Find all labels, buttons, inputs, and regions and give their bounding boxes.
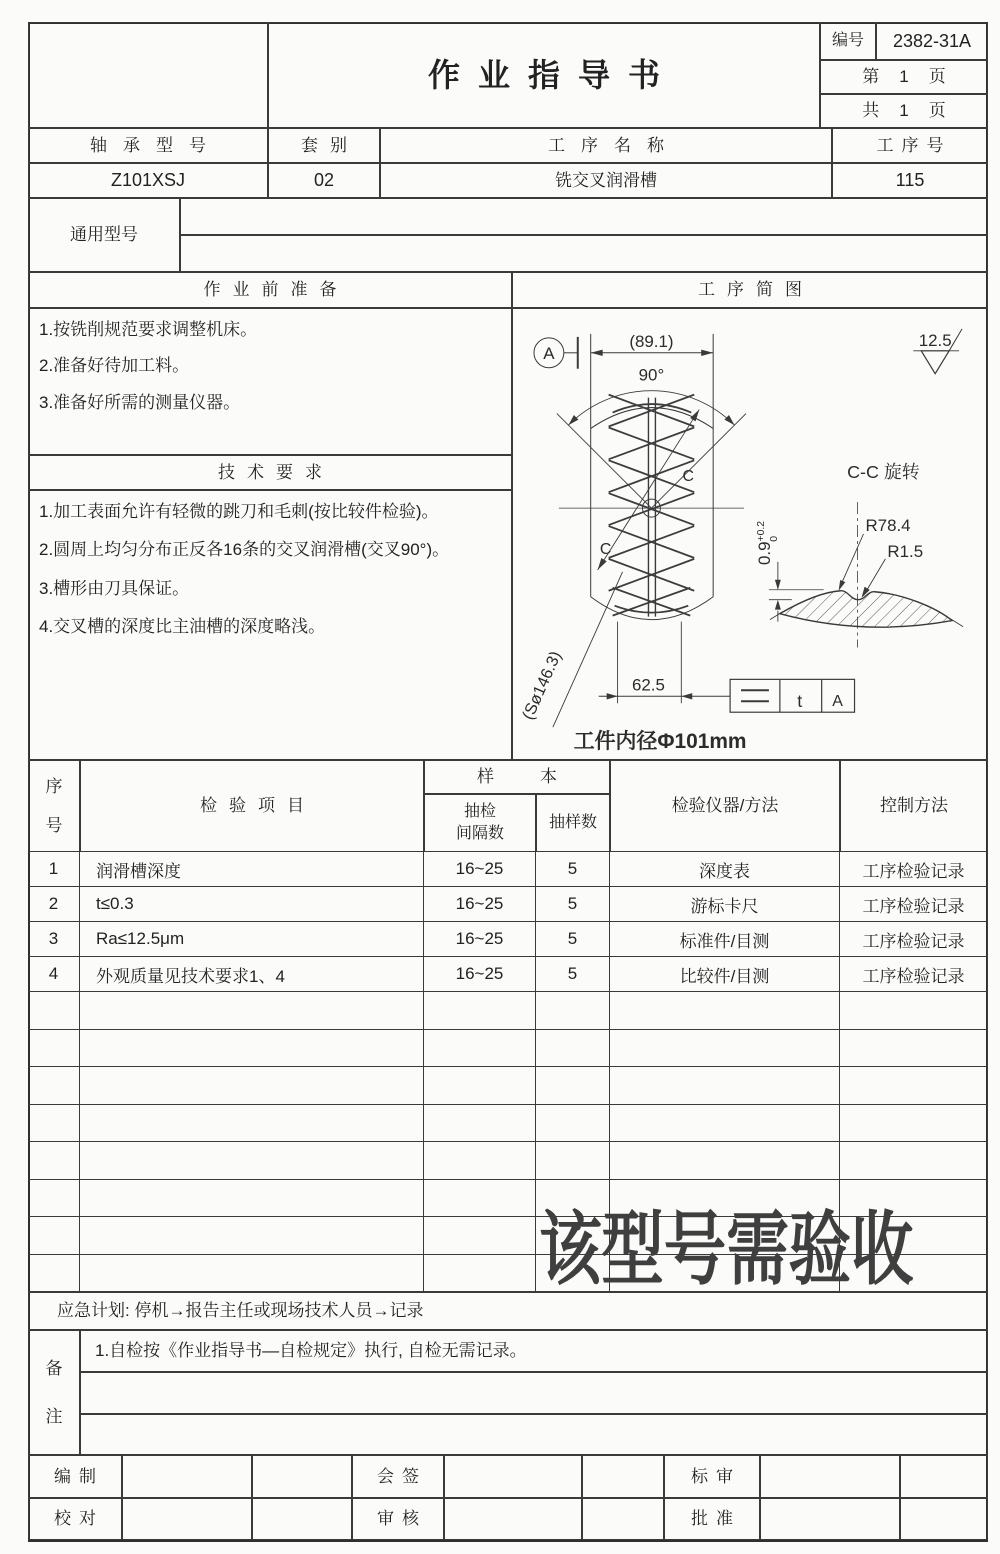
reviewed-by-field (444, 1498, 582, 1540)
table-cell-interval: 16~25 (424, 852, 536, 887)
table-row (28, 887, 988, 922)
total-prefix: 共 (862, 101, 880, 121)
remarks-line-1: 1.自检按《作业指导书—自检规定》执行, 自检无需记录。 (80, 1330, 988, 1372)
prep-item: 3.准备好所需的测量仪器。 (39, 392, 241, 412)
seq-header: 序 号 (28, 760, 80, 852)
table-row (28, 1067, 988, 1105)
approved-date-field (900, 1498, 988, 1540)
total-pages-cell (820, 94, 988, 128)
doc-number-value: 2382-31A (876, 22, 988, 60)
remarks-line-3 (80, 1414, 988, 1455)
section-mark-upper: C (682, 468, 695, 486)
control-header: 控制方法 (840, 760, 988, 852)
page-prefix: 第 (862, 67, 880, 87)
countersign-field (444, 1455, 582, 1498)
tech-section-title: 技术要求 (28, 455, 512, 490)
bore-note: 工件内径Φ101mm (573, 730, 747, 754)
page-unit: 页 (928, 67, 946, 87)
table-cell-qty (536, 992, 610, 1030)
table-cell-control: 工序检验记录 (840, 957, 988, 992)
table-cell-item: 润滑槽深度 (80, 852, 424, 887)
total-unit: 页 (928, 101, 946, 121)
checked-date-field (252, 1498, 352, 1540)
table-cell-item (80, 1142, 424, 1180)
table-cell-no (28, 1142, 80, 1180)
acceptance-stamp: 该型号需验收 (539, 1205, 914, 1294)
checked-by-label: 校对 (28, 1498, 122, 1540)
prep-section-title: 作业前准备 (28, 272, 512, 308)
table-cell-no (28, 1255, 80, 1293)
table-row (28, 1030, 988, 1068)
standard-review-field (760, 1455, 900, 1498)
table-cell-qty: 5 (536, 922, 610, 957)
table-cell-instrument (610, 1105, 840, 1143)
fcf-tolerance: t (797, 691, 803, 712)
table-cell-item (80, 1255, 424, 1293)
table-cell-interval: 16~25 (424, 957, 536, 992)
section-mark-lower: C (599, 540, 612, 558)
sphere-dia-label: (Sø146.3) (519, 648, 566, 723)
table-cell-item: Ra≤12.5μm (80, 922, 424, 957)
table-cell-qty (536, 1067, 610, 1105)
table-cell-control (840, 992, 988, 1030)
standard-review-date-field (900, 1455, 988, 1498)
tech-item: 2.圆周上均匀分布正反各16条的交叉润滑槽(交叉90°)。 (39, 540, 450, 560)
table-row (28, 957, 988, 992)
table-cell-no (28, 1105, 80, 1143)
table-cell-instrument (610, 1142, 840, 1180)
radius-small-label: R1.5 (887, 541, 924, 561)
sample-qty-header: 抽样数 (536, 794, 610, 852)
process-no-label: 工序号 (832, 128, 988, 163)
set-label: 套别 (268, 128, 380, 163)
checked-by-field (122, 1498, 252, 1540)
standard-review-label: 标审 (664, 1455, 760, 1498)
table-cell-interval (424, 1255, 536, 1293)
fcf-datum: A (832, 693, 843, 711)
table-cell-item (80, 1180, 424, 1218)
table-row (28, 922, 988, 957)
table-cell-control: 工序检验记录 (840, 852, 988, 887)
table-cell-instrument (610, 992, 840, 1030)
approved-by-field (760, 1498, 900, 1540)
table-cell-interval (424, 1105, 536, 1143)
tech-item: 1.加工表面允许有轻微的跳刀和毛刺(按比较件检验)。 (39, 502, 439, 521)
table-cell-instrument: 标准件/目测 (610, 922, 840, 957)
table-cell-instrument: 深度表 (610, 852, 840, 887)
table-cell-item (80, 1067, 424, 1105)
diagram-section-title: 工序简图 (512, 272, 988, 308)
common-model-row-1 (180, 198, 988, 235)
prep-item: 1.按铣削规范要求调整机床。 (39, 320, 258, 339)
bearing-model-value: Z101XSJ (28, 163, 268, 198)
table-cell-qty (536, 1105, 610, 1143)
section-profile (780, 591, 952, 627)
table-cell-no: 1 (28, 852, 80, 887)
bearing-model-label: 轴承型号 (28, 128, 268, 163)
table-row (28, 992, 988, 1030)
item-header: 检验项目 (80, 760, 424, 852)
table-cell-interval (424, 992, 536, 1030)
prepared-by-label: 编制 (28, 1455, 122, 1498)
table-cell-qty: 5 (536, 852, 610, 887)
common-model-label: 通用型号 (28, 198, 180, 272)
reviewed-date-field (582, 1498, 664, 1540)
table-cell-item: 外观质量见技术要求1、4 (80, 957, 424, 992)
table-cell-item (80, 992, 424, 1030)
radius-large-label: R78.4 (865, 516, 911, 536)
table-cell-no: 2 (28, 887, 80, 922)
table-row (28, 1105, 988, 1143)
process-no-value: 115 (832, 163, 988, 198)
prepared-by-field (122, 1455, 252, 1498)
table-cell-no: 3 (28, 922, 80, 957)
tech-item: 4.交叉槽的深度比主油槽的深度略浅。 (39, 616, 326, 636)
table-cell-item (80, 1217, 424, 1255)
roughness-value: 12.5 (918, 330, 952, 350)
reviewed-by-label: 审核 (352, 1498, 444, 1540)
table-cell-interval (424, 1142, 536, 1180)
section-view-title: C-C 旋转 (847, 462, 920, 483)
table-cell-no (28, 1217, 80, 1255)
page-title: 作业指导书 (268, 22, 820, 128)
prep-list (28, 308, 512, 455)
table-cell-no (28, 1067, 80, 1105)
tech-item: 3.槽形由刀具保证。 (39, 578, 190, 598)
table-cell-instrument (610, 1030, 840, 1068)
page-current: 1 (899, 67, 909, 87)
part-bottom-crown (591, 597, 713, 620)
table-cell-control (840, 1105, 988, 1143)
table-cell-interval: 16~25 (424, 887, 536, 922)
table-cell-instrument: 比较件/目测 (610, 957, 840, 992)
angle-dim-label: 90° (638, 365, 665, 385)
table-cell-qty: 5 (536, 887, 610, 922)
process-diagram-cell (512, 308, 988, 760)
sample-header: 样本 (424, 760, 610, 794)
datum-label: A (543, 343, 555, 363)
table-cell-interval (424, 1217, 536, 1255)
table-cell-control (840, 1067, 988, 1105)
table-cell-item (80, 1030, 424, 1068)
process-diagram (513, 309, 987, 759)
emergency-plan: 应急计划: 停机→报告主任或现场技术人员→记录 (28, 1292, 988, 1330)
table-cell-instrument (610, 1067, 840, 1105)
prep-item: 2.准备好待加工料。 (39, 356, 190, 376)
table-cell-control: 工序检验记录 (840, 922, 988, 957)
table-cell-qty (536, 1030, 610, 1068)
prepared-date-field (252, 1455, 352, 1498)
table-row (28, 1142, 988, 1180)
depth-dim-label: $0.9^{+0.2}$ 0 (754, 520, 780, 566)
table-cell-control (840, 1030, 988, 1068)
common-model-row-2 (180, 235, 988, 272)
set-value: 02 (268, 163, 380, 198)
table-cell-interval (424, 1030, 536, 1068)
total-pages: 1 (899, 101, 909, 121)
dimension-arrows (568, 350, 869, 700)
table-cell-item (80, 1105, 424, 1143)
process-name-value: 铣交叉润滑槽 (380, 163, 832, 198)
table-cell-interval: 16~25 (424, 922, 536, 957)
width-dim-label: (89.1) (629, 331, 674, 351)
remarks-line-2 (80, 1372, 988, 1414)
table-cell-qty: 5 (536, 957, 610, 992)
table-cell-qty (536, 1142, 610, 1180)
table-cell-instrument: 游标卡尺 (610, 887, 840, 922)
table-cell-no (28, 992, 80, 1030)
table-cell-no: 4 (28, 957, 80, 992)
approved-by-label: 批准 (664, 1498, 760, 1540)
cross-groove-pattern (609, 395, 695, 616)
tech-list (28, 490, 512, 760)
table-cell-interval (424, 1067, 536, 1105)
table-cell-control: 工序检验记录 (840, 887, 988, 922)
table-cell-item: t≤0.3 (80, 887, 424, 922)
instrument-header: 检验仪器/方法 (610, 760, 840, 852)
process-name-label: 工序名称 (380, 128, 832, 163)
table-cell-interval (424, 1180, 536, 1218)
countersign-date-field (582, 1455, 664, 1498)
band-dim-label: 62.5 (631, 675, 665, 695)
remarks-label: 备 注 (28, 1330, 80, 1455)
table-cell-control (840, 1142, 988, 1180)
doc-number-label: 编号 (820, 22, 876, 60)
page-number-cell (820, 60, 988, 94)
table-cell-no (28, 1180, 80, 1218)
top-left-empty-cell (28, 22, 268, 128)
countersign-label: 会签 (352, 1455, 444, 1498)
table-row (28, 852, 988, 887)
table-cell-no (28, 1030, 80, 1068)
interval-header: 抽检 间隔数 (424, 794, 536, 852)
